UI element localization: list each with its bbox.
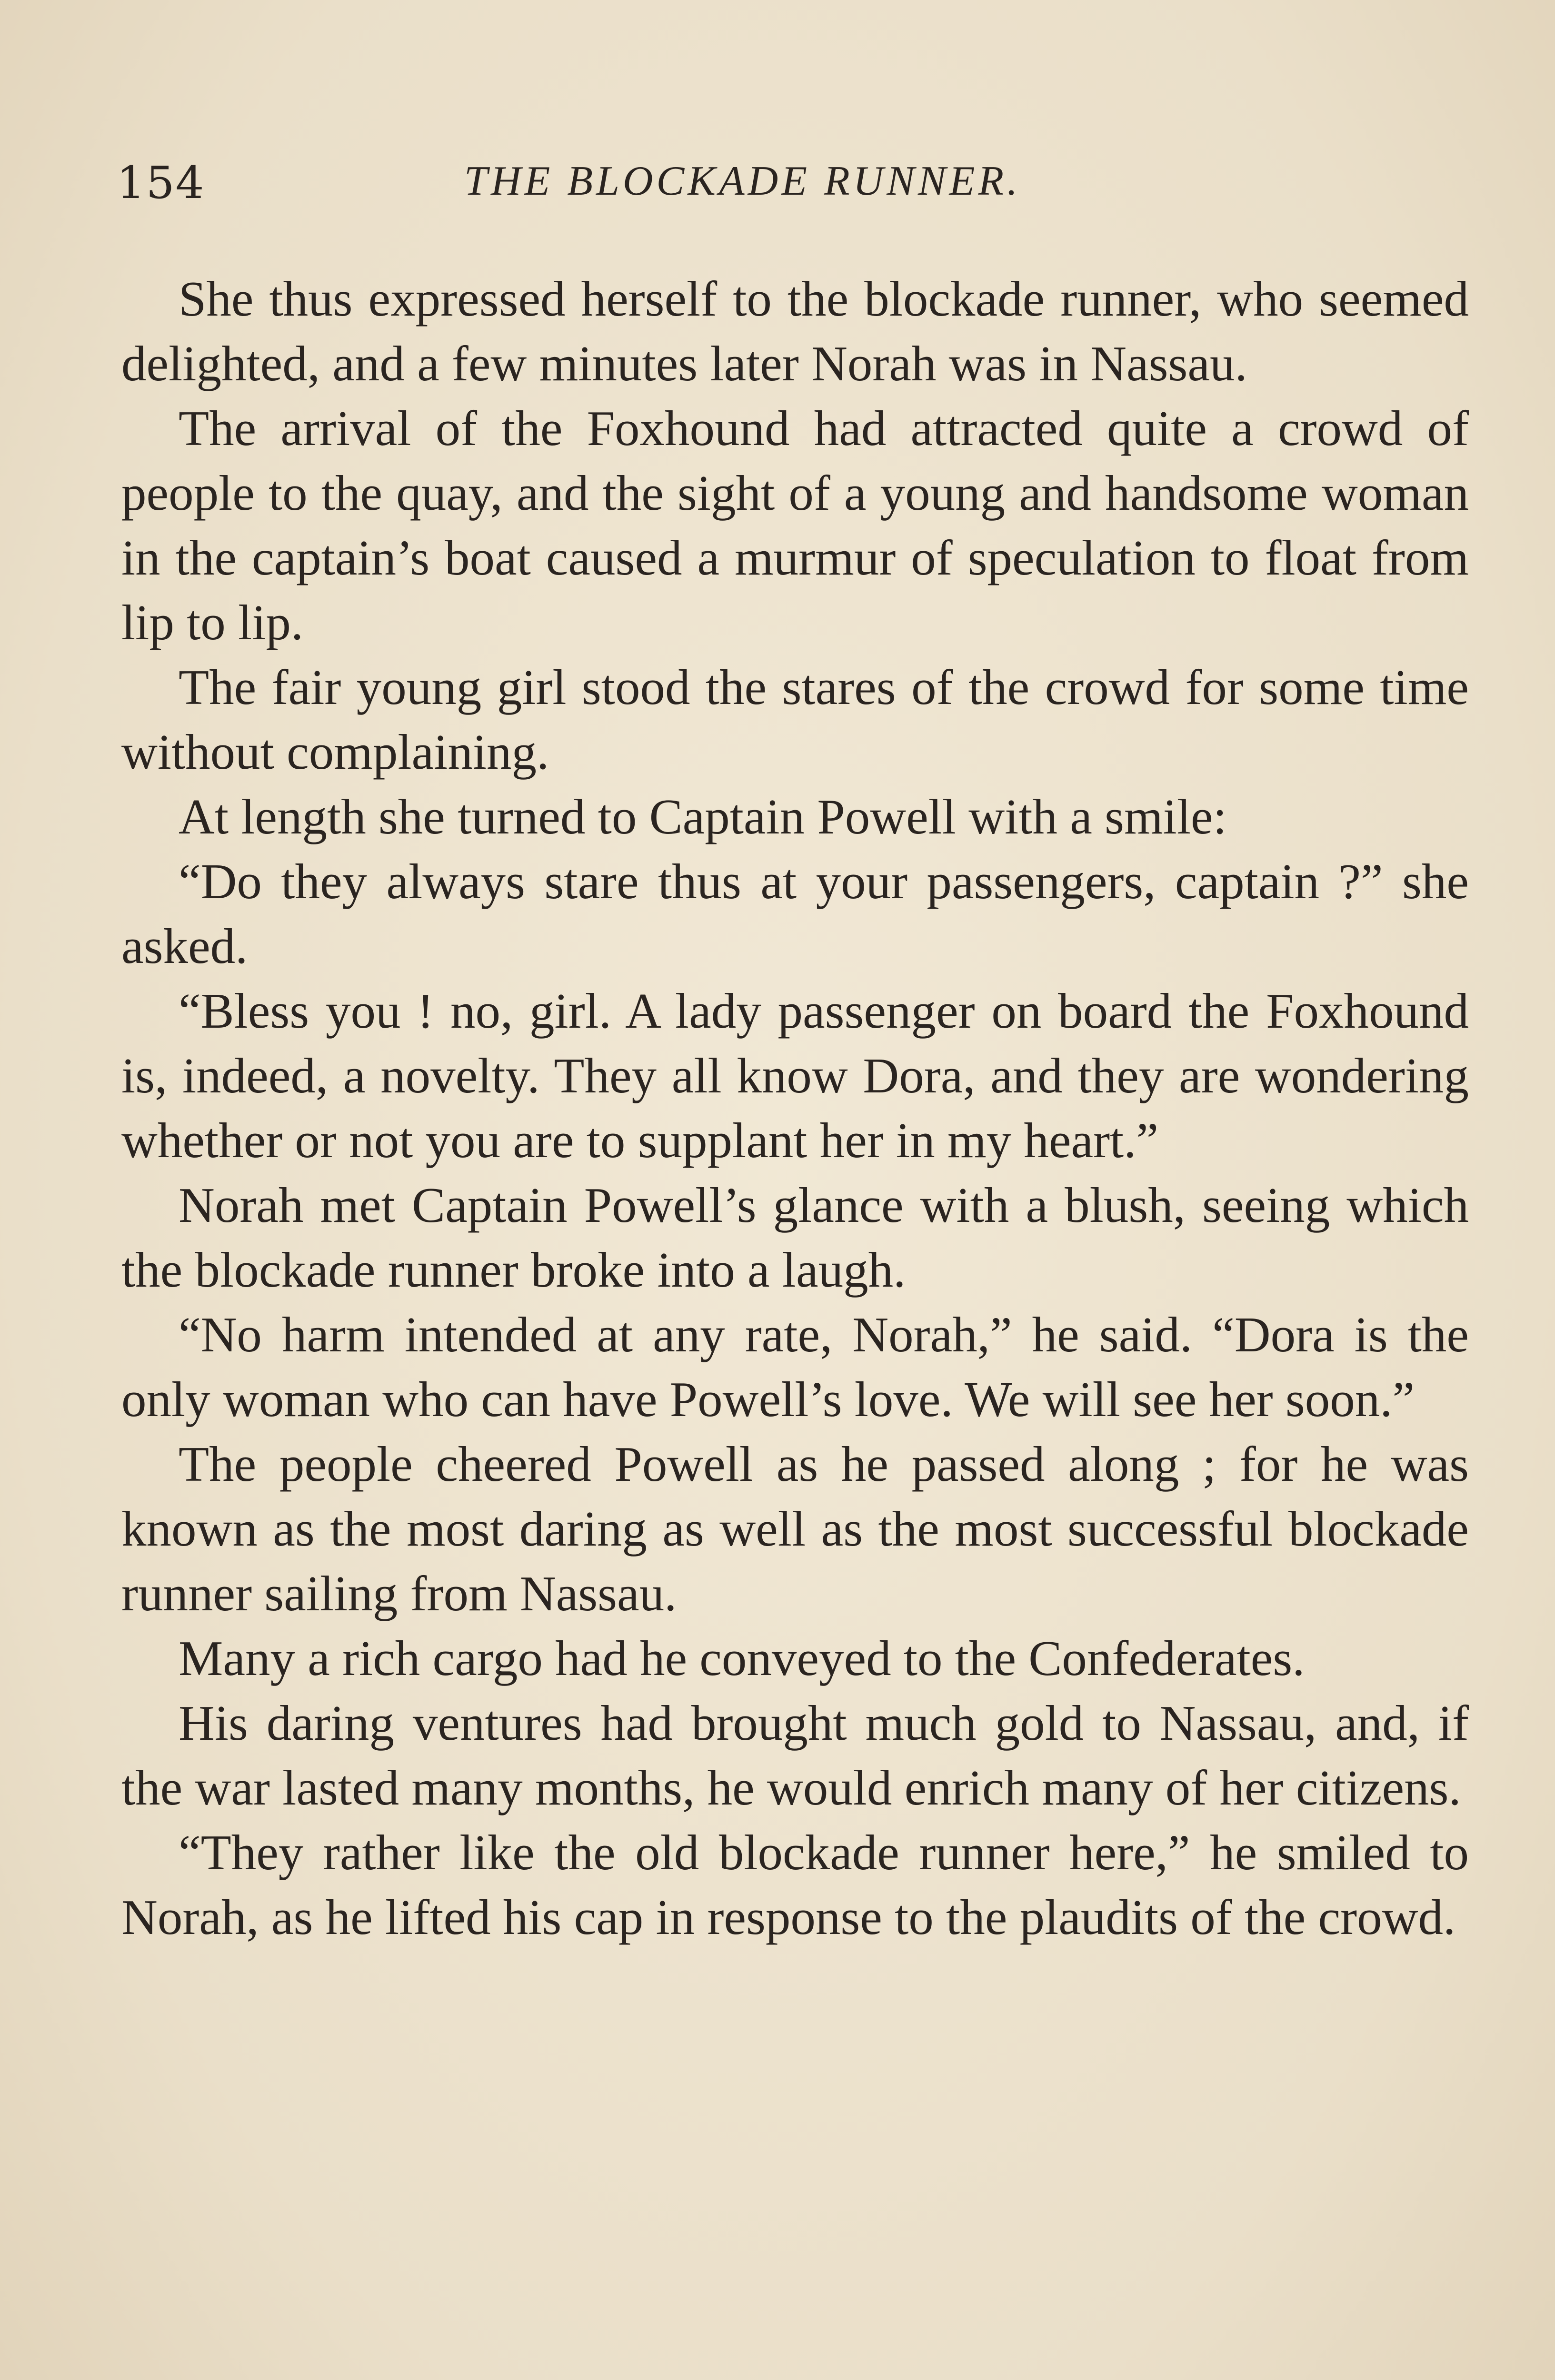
paragraph: “Do they always stare thus at your passengers, captain ?” she asked. bbox=[121, 853, 1469, 974]
paragraph: Many a rich cargo had he conveyed to the Confederates. bbox=[179, 1630, 1305, 1686]
paragraph: “Bless you ! no, girl. A lady passenger on board the Foxhound is, indeed, a novelty. They all know Dora, and they are wondering whether or not you are to supplant her in my heart.” bbox=[121, 983, 1469, 1168]
page-number: 154 bbox=[117, 157, 205, 209]
paragraph: At length she turned to Captain Powell with a smile: bbox=[179, 789, 1227, 844]
paragraph: “They rather like the old blockade runner here,” he smiled to Norah, as he lifted his cap in response to the plaudits of the crowd. bbox=[121, 1825, 1469, 1945]
running-head: THE BLOCKADE RUNNER. bbox=[464, 158, 1021, 204]
paragraph: Norah met Captain Powell’s glance with a blush, seeing which the blockade runner broke into a laugh. bbox=[121, 1177, 1469, 1298]
paragraph: The fair young girl stood the stares of the crowd for some time without complaining. bbox=[121, 659, 1469, 780]
page-header bbox=[117, 152, 1464, 224]
paragraph: The people cheered Powell as he passed along ; for he was known as the most daring as well as the most successful blockade runner sailing from Nassau. bbox=[121, 1436, 1469, 1621]
paragraph: She thus expressed herself to the blockade runner, who seemed delighted, and a few minutes later Norah was in Nassau. bbox=[121, 271, 1469, 391]
paragraph: His daring ventures had brought much gold to Nassau, and, if the war lasted many months, he would enrich many of her citizens. bbox=[121, 1695, 1469, 1815]
paragraph: “No harm intended at any rate, Norah,” he said. “Dora is the only woman who can have Powell’s love. We will see her soon.” bbox=[121, 1307, 1469, 1427]
body-text bbox=[121, 267, 1469, 1950]
paragraph: The arrival of the Foxhound had attracted quite a crowd of people to the quay, and the sight of a young and handsome woman in the captain’s boat caused a murmur of speculation to float from lip to lip. bbox=[121, 400, 1469, 650]
